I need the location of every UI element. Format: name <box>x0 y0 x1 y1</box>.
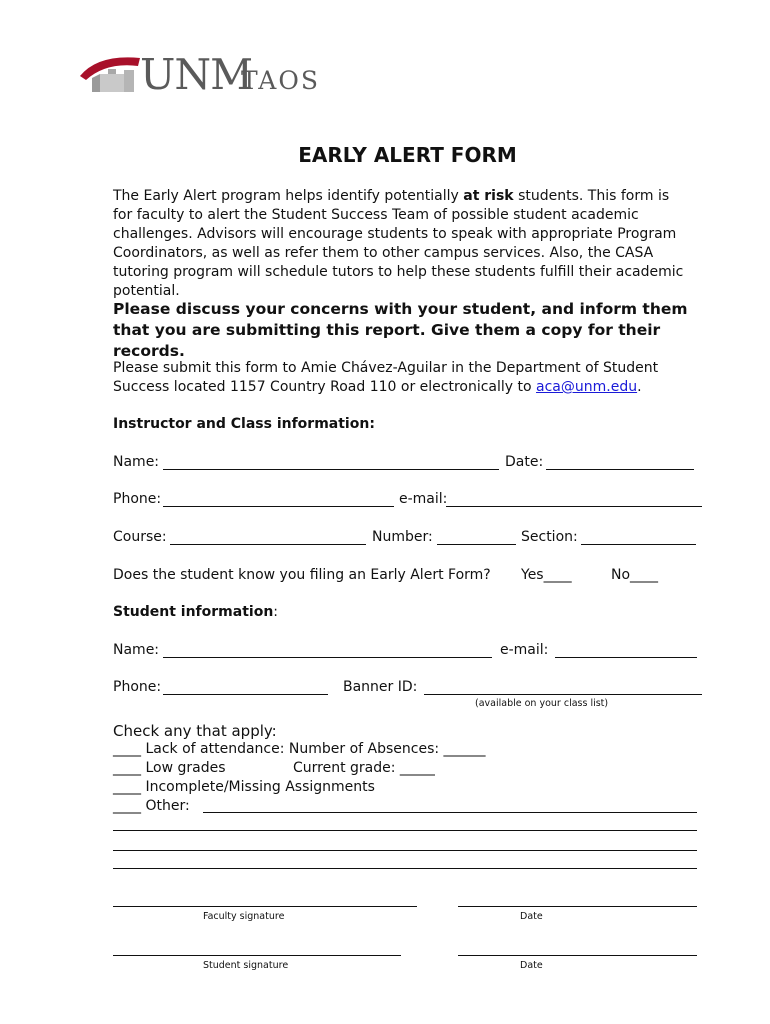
submit-info-text: Please submit this form to Amie Chávez-Aguilar in the Department of Student Success located 1157 Country Road 110 or electronically to <box>113 360 659 395</box>
instructor-phone-field[interactable] <box>163 506 394 507</box>
student-heading-colon: : <box>273 604 279 620</box>
student-signature-line[interactable] <box>113 955 401 956</box>
check-other[interactable]: ____ Other: <box>113 798 190 814</box>
check-heading: Check any that apply: <box>113 722 277 740</box>
submit-email-link[interactable]: aca@unm.edu <box>536 379 638 395</box>
student-phone-label: Phone: <box>113 679 162 695</box>
check-attendance[interactable]: ____ Lack of attendance: Number of Absences: ______ <box>113 741 486 757</box>
instructor-phone-label: Phone: <box>113 491 162 507</box>
banner-id-label: Banner ID: <box>343 679 418 695</box>
instructor-date-field[interactable] <box>546 469 694 470</box>
intro-text-1: The Early Alert program helps identify potentially <box>113 188 464 204</box>
section-label: Section: <box>521 529 578 545</box>
intro-bold-at-risk: at risk <box>463 188 514 204</box>
logo-taos-text: TAOS <box>241 66 320 95</box>
current-grade-field[interactable]: Current grade: _____ <box>293 760 435 776</box>
intro-paragraph <box>113 187 688 301</box>
unm-taos-logo <box>78 52 338 102</box>
form-title: EARLY ALERT FORM <box>298 143 517 167</box>
intro-text-2: students. This form is for faculty to alert the Student Success Team of possible student academic challenges. Advisors will encourage students to speak with appropriate Program Coordinators, as well as refer them to other campus services. Also, the CASA tutoring program will schedule tutors to help these students fulfill their academic potential. <box>113 188 684 299</box>
faculty-signature-line[interactable] <box>113 906 417 907</box>
student-phone-field[interactable] <box>163 694 328 695</box>
student-email-field[interactable] <box>555 657 697 658</box>
faculty-signature-label: Faculty signature <box>203 911 285 922</box>
logo-unm-text: UNM <box>140 50 253 99</box>
section-field[interactable] <box>581 544 696 545</box>
unm-swoosh-icon <box>78 52 148 100</box>
instructor-name-label: Name: <box>113 454 160 470</box>
check-incomplete[interactable]: ____ Incomplete/Missing Assignments <box>113 779 375 795</box>
other-field-line-2[interactable] <box>113 830 697 831</box>
banner-id-field[interactable] <box>424 694 702 695</box>
student-section-heading <box>113 604 278 620</box>
student-aware-question: Does the student know you filing an Early Alert Form? <box>113 567 491 583</box>
banner-id-note: (available on your class list) <box>475 698 609 709</box>
student-date-label: Date <box>520 960 543 971</box>
other-field-line-1[interactable] <box>203 812 697 813</box>
student-name-field[interactable] <box>163 657 492 658</box>
student-email-label: e-mail: <box>500 642 549 658</box>
course-label: Course: <box>113 529 167 545</box>
instructor-name-field[interactable] <box>163 469 499 470</box>
instructor-section-heading: Instructor and Class information: <box>113 416 375 432</box>
other-field-line-3[interactable] <box>113 850 697 851</box>
instructor-date-label: Date: <box>505 454 544 470</box>
student-date-line[interactable] <box>458 955 697 956</box>
submit-info <box>113 359 703 397</box>
instructor-email-label: e-mail: <box>399 491 448 507</box>
course-field[interactable] <box>170 544 366 545</box>
check-low-grades[interactable]: ____ Low grades <box>113 760 226 776</box>
faculty-date-line[interactable] <box>458 906 697 907</box>
submit-info-end: . <box>637 379 642 395</box>
student-heading-text: Student information <box>113 604 274 620</box>
yes-option[interactable]: Yes____ <box>521 567 572 583</box>
no-option[interactable]: No____ <box>611 567 659 583</box>
faculty-date-label: Date <box>520 911 543 922</box>
student-name-label: Name: <box>113 642 160 658</box>
other-field-line-4[interactable] <box>113 868 697 869</box>
instructor-email-field[interactable] <box>446 506 702 507</box>
notice-text: Please discuss your concerns with your student, and inform them that you are submitting this report. Give them a copy for their records. <box>113 300 688 360</box>
course-number-label: Number: <box>372 529 433 545</box>
course-number-field[interactable] <box>437 544 516 545</box>
student-signature-label: Student signature <box>203 960 289 971</box>
